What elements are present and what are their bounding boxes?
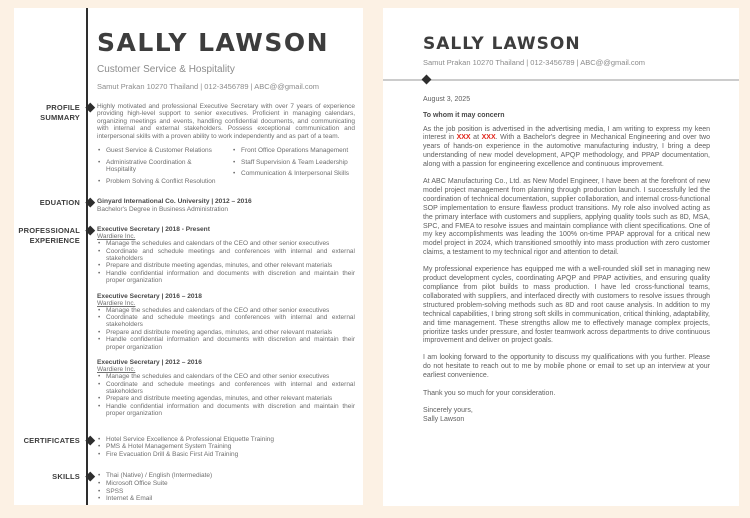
skills-label-text: SKILLS — [52, 471, 80, 481]
certificates-list — [97, 436, 355, 459]
resume-job-title: Customer Service & Hospitality — [97, 64, 235, 75]
job-bullet: • Coordinate and schedule meetings and conferences with internal and external stakeholders — [97, 381, 355, 396]
letter-closing — [423, 406, 710, 424]
letter-salutation: To whom it may concern — [423, 111, 505, 119]
letter-signature: Sally Lawson — [423, 416, 465, 424]
competency-list-left — [97, 147, 220, 189]
certificates-label — [14, 436, 80, 446]
job-bullet: • Prepare and distribute meeting agendas, minutes, and other relevant materials — [97, 262, 355, 269]
letter-paragraph-1 — [423, 126, 710, 171]
section-profile-summary — [14, 103, 363, 189]
education-school: Ginyard International Co. University | 2012 – 2016 — [97, 198, 252, 206]
certificate-item: • Hotel Service Excellence & Professional Etiquette Training — [97, 436, 355, 444]
section-skills — [14, 472, 363, 503]
job-title: Executive Secretary | 2012 – 2016 — [97, 359, 202, 367]
profile-summary-text: Highly motivated and professional Executive Secretary with over 7 years of experience providing high-level support to senior executives. Proficient in managing calendars, organizing meetings and events, handling confidential documents, and communicating with internal and external stakeholders. Possess exceptional communication and interpersonal skills with a proven ability to work independently and as part of a team. — [97, 103, 355, 140]
job-bullet-list — [97, 307, 355, 351]
letter-name: SALLY LAWSON — [423, 34, 581, 54]
competency-item: • Problem Solving & Conflict Resolution — [97, 178, 220, 185]
job-bullet-list — [97, 240, 355, 284]
job-bullet: • Prepare and distribute meeting agendas, minutes, and other relevant materials — [97, 329, 355, 336]
experience-label — [14, 226, 80, 246]
resume-page — [14, 8, 363, 505]
section-certificates — [14, 436, 363, 459]
letter-contact-line: Samut Prakan 10270 Thailand | 012-3456789 | ABC@@gmail.com — [423, 58, 646, 67]
job-bullet: • Coordinate and schedule meetings and conferences with internal and external stakeholders — [97, 314, 355, 329]
letter-date: August 3, 2025 — [423, 95, 471, 103]
competency-item: • Administrative Coordination & Hospitality — [97, 159, 220, 174]
education-content — [97, 198, 355, 213]
skill-item: • Thai (Native) / English (Intermediate) — [97, 472, 355, 480]
certificate-item: • PMS & Hotel Management System Training — [97, 443, 355, 451]
section-education — [14, 198, 363, 213]
certificate-item: • Fire Evacuation Drill & Basic First Aid Training — [97, 451, 355, 459]
letter-paragraph-2: At ABC Manufacturing Co., Ltd. as New Model Engineer, I have been at the forefront of new model project management from planning through production launch. I successfully led the coordination of technical documentation, supplier collaboration, and internal cross-functional SOP implementation to ensure flawless product transitions. My role also involved acting as the primary interface with customers and suppliers, applying quality tools such as 8D, MSA, SPC, and FMEA to resolve issues and maintain compliance with client specifications. One of my key accomplishments was leading the 100% on-time PPAP approval for a critical new model project in 2024, which transitioned smoothly into mass production with zero customer claims, a testament to my technical rigor and attention to detail. — [423, 178, 710, 257]
profile-summary-content — [97, 103, 355, 189]
competency-item: • Guest Service & Customer Relations — [97, 147, 220, 154]
timeline-line — [86, 8, 88, 505]
job-bullet: • Coordinate and schedule meetings and conferences with internal and external stakeholders — [97, 248, 355, 263]
resume-header — [97, 28, 355, 91]
letter-paragraph-3: My professional experience has equipped me with a well-rounded skill set in managing new product development cycles, coordinating APQP and PPAP activities, and ensuring quality compliance from pilot builds to mass production. I have led cross-functional teams, collaborated with suppliers, and interfaced directly with customers to resolve issues through structured problem-solving methods such as 8D and root cause analysis. In addition to my technical capabilities, I bring strong soft skills in communication, critical thinking, adaptability, and time management. These strengths allow me to effectively manage complex projects, prioritize tasks under pressure, and foster teamwork across departments to drive continuous improvement and deliver on project goals. — [423, 266, 710, 345]
experience-entry-1 — [97, 226, 355, 284]
job-company: Wardiere Inc. — [97, 366, 136, 374]
job-bullet: • Handle confidential information and documents with discretion and maintain their proper organization — [97, 403, 355, 418]
education-label-text: EDUATION — [39, 198, 80, 208]
job-company: Wardiere Inc. — [97, 233, 136, 241]
job-bullet: • Handle confidential information and documents with discretion and maintain their proper organization — [97, 270, 355, 285]
letter-divider-rule — [383, 79, 739, 81]
education-degree: Bachelor's Degree in Business Administration — [97, 206, 228, 214]
job-title: Executive Secretary | 2016 – 2018 — [97, 292, 202, 300]
certificates-content — [97, 436, 355, 459]
p1-text: As the job position is advertised in the advertising media, I am writing to express my keen interest in — [423, 125, 710, 142]
resume-contact-line: Samut Prakan 10270 Thailand | 012-3456789 | ABC@@gmail.com — [97, 82, 320, 91]
skill-item: • SPSS — [97, 488, 355, 496]
experience-entry-2 — [97, 293, 355, 351]
p1-placeholder-position: XXX — [456, 134, 471, 142]
job-bullet: • Manage the schedules and calendars of the CEO and other senior executives — [97, 240, 355, 247]
job-bullet: • Manage the schedules and calendars of the CEO and other senior executives — [97, 373, 355, 380]
competency-item: • Front Office Operations Management — [232, 147, 355, 154]
skills-content — [97, 472, 355, 503]
experience-label-text: PROFESSIONAL EXPERIENCE — [18, 226, 80, 245]
letter-closing-phrase: Sincerely yours, — [423, 407, 473, 415]
letter-thanks: Thank you so much for your consideration. — [423, 390, 556, 398]
skills-list — [97, 472, 355, 503]
job-bullet: • Prepare and distribute meeting agendas, minutes, and other relevant materials — [97, 395, 355, 402]
p1-placeholder-company: XXX — [481, 134, 496, 142]
job-bullet: • Manage the schedules and calendars of the CEO and other senior executives — [97, 307, 355, 314]
section-experience — [14, 226, 363, 425]
education-label — [14, 198, 80, 208]
core-competencies-grid — [97, 147, 355, 189]
competency-list-right — [232, 147, 355, 189]
p1-text: at — [470, 134, 482, 142]
experience-content — [97, 226, 355, 425]
resume-name: SALLY LAWSON — [97, 28, 330, 57]
letter-paragraph-4: I am looking forward to the opportunity to discuss my qualifications with you further. Please do not hesitate to reach out to me by mobile phone or email to set up an interview at your earliest convenience. — [423, 354, 710, 380]
certificates-label-text: CERTIFICATES — [23, 435, 80, 445]
job-bullet-list — [97, 373, 355, 417]
skill-item: • Internet & Email — [97, 495, 355, 503]
diamond-marker — [422, 75, 432, 85]
p1-text: . With a Bachelor's degree in Mechanical Engineering and over two years of hands-on experience in the automotive manufacturing industry, I bring a deep understanding of new model development, APQP methodology, and PPAP documentation, along with a passion for engineering excellence and continuous improvement. — [423, 134, 710, 169]
skill-item: • Microsoft Office Suite — [97, 480, 355, 488]
skills-label — [14, 472, 80, 482]
experience-entry-3 — [97, 359, 355, 417]
profile-summary-label-text: PROFILE SUMMARY — [40, 103, 80, 122]
job-company: Wardiere Inc. — [97, 299, 136, 307]
job-title: Executive Secretary | 2018 - Present — [97, 226, 210, 234]
competency-item: • Communication & Interpersonal Skills — [232, 170, 355, 177]
cover-letter-page — [383, 8, 739, 506]
profile-summary-label — [14, 103, 80, 123]
job-bullet: • Handle confidential information and documents with discretion and maintain their proper organization — [97, 336, 355, 351]
competency-item: • Staff Supervision & Team Leadership — [232, 159, 355, 166]
